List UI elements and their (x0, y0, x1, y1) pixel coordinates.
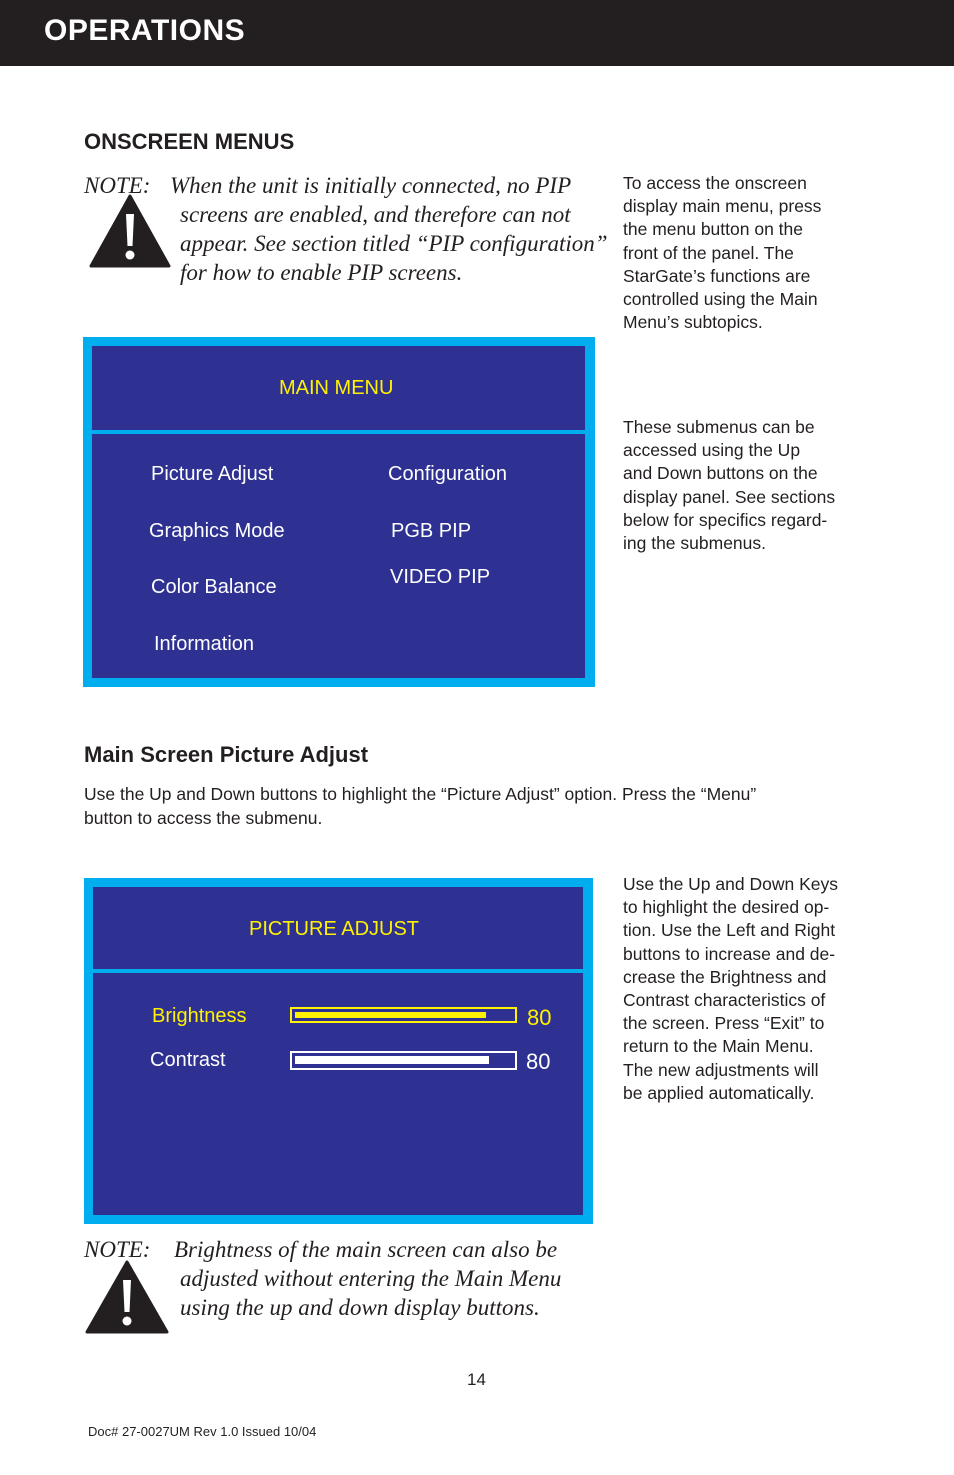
section-heading-picture-adjust: Main Screen Picture Adjust (84, 742, 369, 767)
text-line: accessed using the Up (623, 440, 801, 461)
brightness-label: Brightness (152, 1005, 247, 1027)
page-header-title: OPERATIONS (44, 14, 246, 47)
note-label: NOTE: (84, 1237, 151, 1262)
text-line: crease the Brightness and (623, 966, 827, 987)
contrast-slider-fill (295, 1056, 489, 1064)
brightness-slider (290, 1007, 517, 1023)
picture-adjust-screen (84, 878, 593, 1224)
brightness-value: 80 (527, 1005, 552, 1030)
text-line: The new adjustments will (623, 1059, 819, 1080)
menu-item-pgb-pip: PGB PIP (391, 520, 472, 542)
text-line: display main menu, press (623, 196, 822, 217)
warning-icon (89, 194, 171, 268)
menu-item-video-pip: VIDEO PIP (390, 566, 491, 588)
text-line: ing the submenus. (623, 533, 767, 554)
note-line: using the up and down display buttons. (180, 1295, 540, 1320)
menu-item-picture-adjust: Picture Adjust (151, 463, 274, 485)
contrast-slider (290, 1051, 517, 1070)
note-label: NOTE: (84, 173, 151, 198)
contrast-value: 80 (526, 1049, 551, 1074)
side-text-picture-adjust (623, 873, 838, 1105)
text-line: below for specifics regard- (623, 509, 828, 530)
text-line: Use the Up and Down Keys (623, 874, 838, 894)
main-menu-title: MAIN MENU (279, 377, 394, 399)
note-line: appear. See section titled “PIP configuration” (180, 231, 608, 256)
text-line: be applied automatically. (623, 1082, 815, 1103)
text-line: the screen. Press “Exit” to (623, 1013, 825, 1034)
note-line: When the unit is initially connected, no PIP (170, 173, 572, 198)
menu-item-graphics-mode: Graphics Mode (149, 520, 285, 542)
note-line: adjusted without entering the Main Menu (180, 1266, 562, 1291)
menu-divider (93, 969, 583, 973)
page-number: 14 (467, 1370, 486, 1389)
text-line: button to access the submenu. (84, 808, 323, 828)
contrast-label: Contrast (150, 1049, 226, 1071)
side-text-submenus (623, 416, 835, 555)
note-line: for how to enable PIP screens. (180, 260, 463, 285)
text-line: the menu button on the (623, 219, 803, 240)
text-line: To access the onscreen (623, 173, 807, 193)
text-line: StarGate’s functions are (623, 265, 811, 286)
menu-divider (92, 430, 585, 434)
picture-adjust-title: PICTURE ADJUST (249, 918, 420, 940)
menu-item-color-balance: Color Balance (151, 576, 277, 598)
text-line: buttons to increase and de- (623, 943, 836, 964)
section-heading-onscreen-menus: ONSCREEN MENUS (84, 129, 295, 154)
side-text-access-menu (623, 172, 821, 334)
text-line: front of the panel. The (623, 242, 794, 263)
note-line: screens are enabled, and therefore can not (180, 202, 571, 227)
picture-adjust-intro (84, 782, 756, 830)
text-line: and Down buttons on the (623, 463, 818, 484)
text-line: These submenus can be (623, 417, 815, 437)
warning-icon (85, 1260, 169, 1334)
note-line: Brightness of the main screen can also be (174, 1237, 558, 1262)
document-id: Doc# 27-0027UM Rev 1.0 Issued 10/04 (88, 1424, 317, 1439)
text-line: tion. Use the Left and Right (623, 920, 836, 941)
menu-item-information: Information (154, 633, 255, 655)
text-line: controlled using the Main (623, 289, 818, 310)
brightness-slider-fill (295, 1012, 486, 1018)
text-line: Use the Up and Down buttons to highlight the “Picture Adjust” option. Press the “Menu” (84, 784, 757, 804)
text-line: display panel. See sections (623, 486, 836, 507)
text-line: return to the Main Menu. (623, 1036, 814, 1057)
text-line: to highlight the desired op- (623, 897, 830, 918)
text-line: Menu’s subtopics. (623, 312, 763, 333)
menu-item-configuration: Configuration (388, 463, 507, 485)
text-line: Contrast characteristics of (623, 990, 826, 1011)
main-menu-screen (83, 337, 595, 687)
